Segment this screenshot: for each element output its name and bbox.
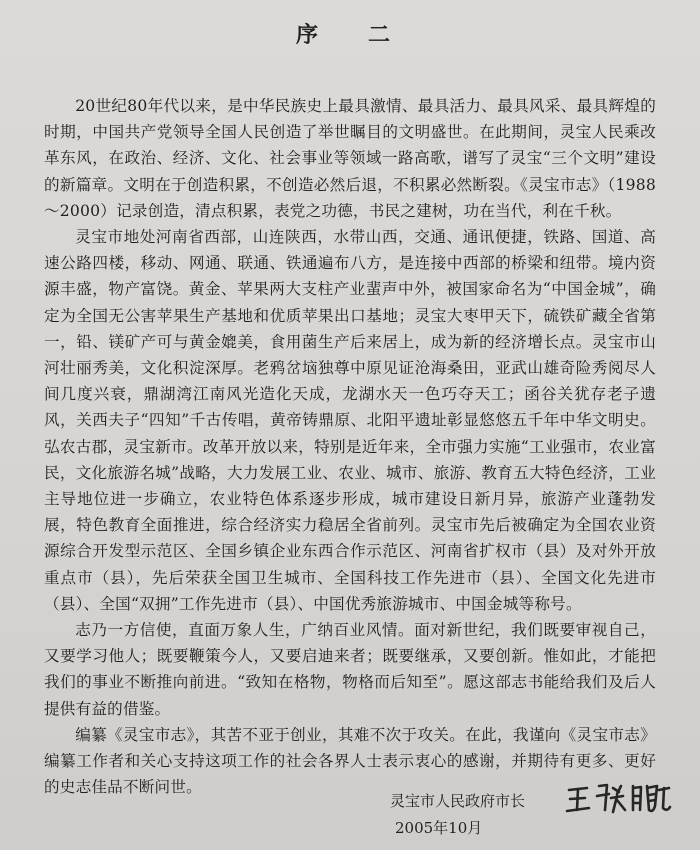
signature-name: 王联鹏 bbox=[563, 780, 566, 781]
paragraph: 灵宝市地处河南省西部，山连陕西，水带山西，交通、通讯便捷，铁路、国道、高速公路四楼，移动、网通、联通、铁通遍布八方，是连接中西部的桥梁和纽带。境内资源丰盛，物产富饶。黄金、苹果两大支柱产业蜚声中外，被国家命名为“中国金城”，确定为全国无公害苹果生产基地和优质苹果出口基地；灵宝大枣甲天下，硫铁矿藏全省第一，铅、镁矿产可与黄金媲美，食用菌生产后来居上，成为新的经济增长点。灵宝市山河壮丽秀美，文化积淀深厚。老鸦岔垴独尊中原见证沧海桑田，亚武山雄奇险秀阅尽人间几度兴衰，鼎湖湾江南风光造化天成，龙湖水天一色巧夺天工；函谷关犹存老子遗风，关西夫子“四知”千古传唱，黄帝铸鼎原、北阳平遗址彰显悠悠五千年中华文明史。弘农古郡，灵宝新市。改革开放以来，特别是近年来，全市强力实施“工业强市，农业富民，文化旅游名城”战略，大力发展工业、农业、城市、旅游、教育五大特色经济，工业主导地位进一步确立，农业特色体系逐步形成，城市建设日新月异，旅游产业蓬勃发展，特色教育全面推进，综合经济实力稳居全省前列。灵宝市先后被确定为全国农业资源综合开发型示范区、全国乡镇企业东西合作示范区、河南省扩权市（县）及对外开放重点市（县），先后荣获全国卫生城市、全国科技工作先进市（县）、全国文化先进市（县）、全国“双拥”工作先进市（县）、中国优秀旅游城市、中国金城等称号。 bbox=[44, 228, 656, 613]
paragraph: 编纂《灵宝市志》，其苦不亚于创业，其难不次于攻关。在此，我谨向《灵宝市志》编纂工作者和关心支持这项工作的社会各界人士表示衷心的感谢，并期待有更多、更好的史志佳品不断问世。 bbox=[44, 725, 656, 797]
handwritten-signature bbox=[563, 780, 673, 820]
document-body bbox=[44, 93, 656, 800]
page-title: 序 二 bbox=[295, 22, 404, 48]
signer-position: 灵宝市人民政府市长 bbox=[390, 792, 526, 810]
signature-date: 2005年10月 bbox=[395, 819, 483, 837]
paragraph: 20世纪80年代以来，是中华民族史上最具激情、最具活力、最具风采、最具辉煌的时期，中国共产党领导全国人民创造了举世瞩目的文明盛世。在此期间，灵宝人民乘改革东风，在政治、经济、文化、社会事业等领域一路高歌，谱写了灵宝“三个文明”建设的新篇章。文明在于创造积累，不创造必然后退，不积累必然断裂。《灵宝市志》（1988～2000）记录创造，清点积累，表党之功德，书民之建树，功在当代，利在千秋。 bbox=[44, 97, 656, 220]
paragraph: 志乃一方信使，直面万象人生，广纳百业风情。面对新世纪，我们既要审视自己，又要学习他人；既要鞭策今人，又要启迪来者；既要继承，又要创新。惟如此，才能把我们的事业不断推向前进。“致知在格物，物格而后知至”。愿这部志书能给我们及后人提供有益的借鉴。 bbox=[44, 621, 656, 718]
